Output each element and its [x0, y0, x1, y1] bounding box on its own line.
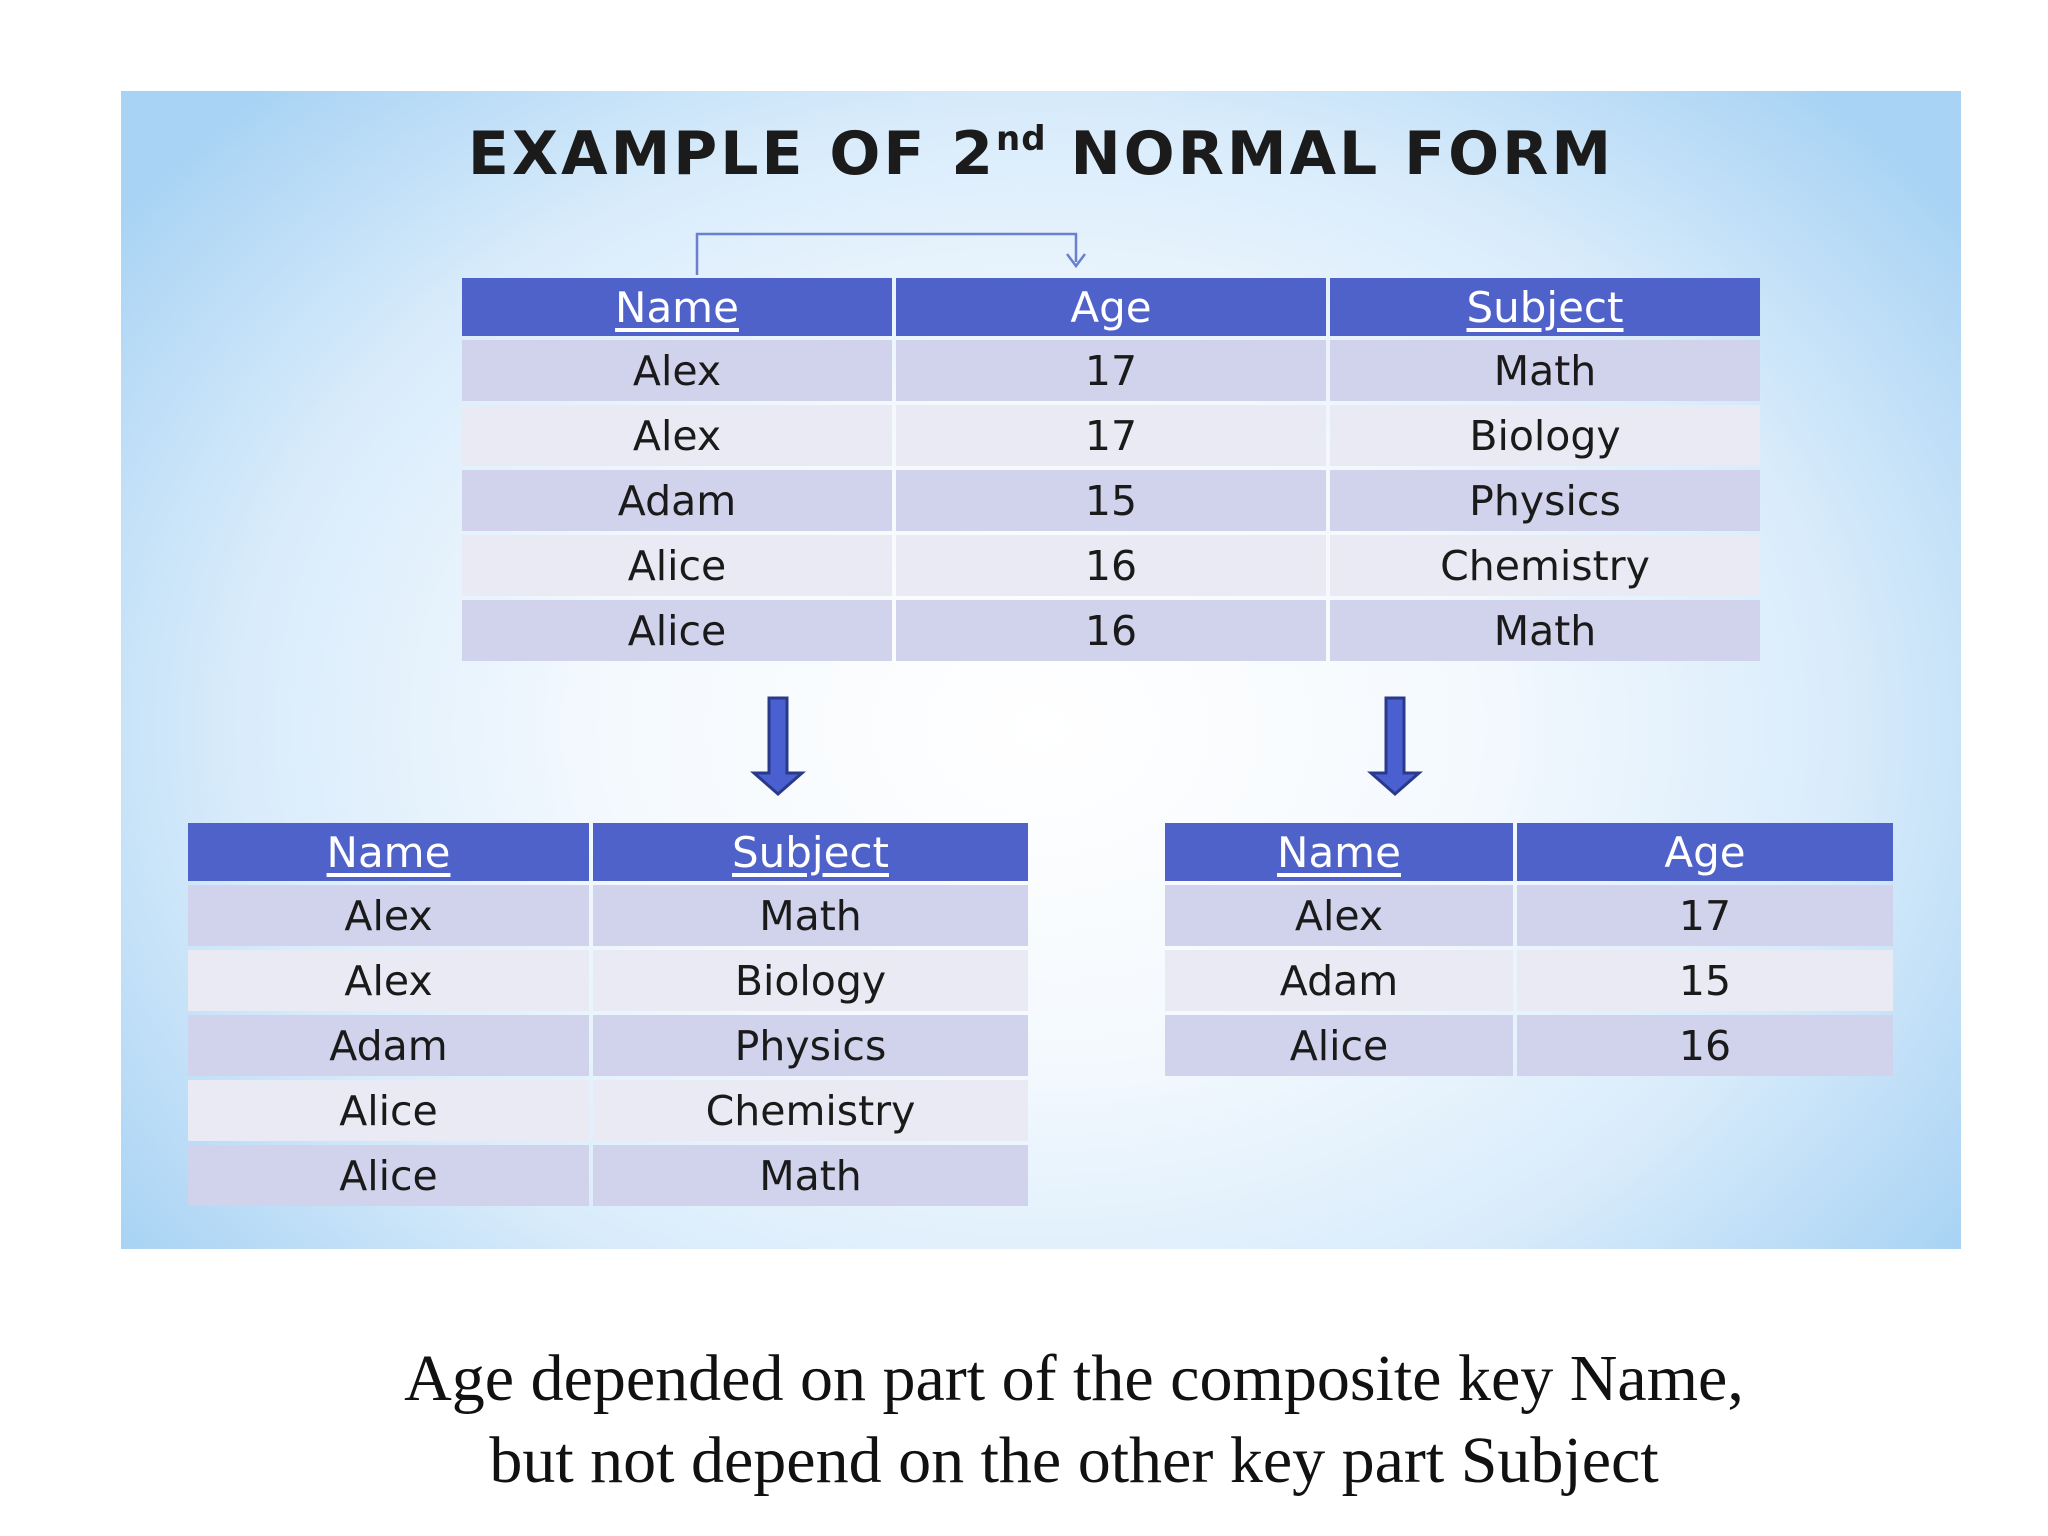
cell-name: Alice [188, 1080, 589, 1141]
cell-subject: Physics [1330, 470, 1760, 531]
cell-age: 15 [896, 470, 1326, 531]
caption-line-2: but not depend on the other key part Subject [489, 1424, 1659, 1497]
cell-name: Alice [462, 535, 892, 596]
cell-name: Alex [188, 950, 589, 1011]
cell-name: Alice [188, 1145, 589, 1206]
cell-age: 17 [896, 405, 1326, 466]
table-row [1165, 950, 1893, 1011]
original-table [458, 274, 1764, 665]
cell-subject: Math [1330, 340, 1760, 401]
table-row [1165, 1015, 1893, 1076]
caption [0, 1338, 2048, 1502]
table-row [188, 1015, 1028, 1076]
down-arrow-left-icon [754, 698, 802, 794]
table-row [462, 405, 1760, 466]
table-row [188, 950, 1028, 1011]
name-age-table [1161, 819, 1897, 1080]
cell-subject: Math [593, 885, 1028, 946]
dependency-bracket-icon [697, 234, 1085, 275]
table-row [462, 535, 1760, 596]
cell-name: Alex [188, 885, 589, 946]
cell-subject: Math [1330, 600, 1760, 661]
cell-age: 16 [1517, 1015, 1893, 1076]
header-name-key: Name [188, 823, 589, 881]
table-row [1165, 885, 1893, 946]
table-row [462, 600, 1760, 661]
cell-name: Adam [188, 1015, 589, 1076]
cell-name: Alice [462, 600, 892, 661]
cell-age: 16 [896, 535, 1326, 596]
cell-name: Adam [1165, 950, 1513, 1011]
table-row [462, 340, 1760, 401]
table-header-row [188, 823, 1028, 881]
header-name-key: Name [1165, 823, 1513, 881]
cell-age: 17 [1517, 885, 1893, 946]
header-subject-key: Subject [593, 823, 1028, 881]
table-row [462, 470, 1760, 531]
caption-line-1: Age depended on part of the composite key Name, [404, 1342, 1744, 1415]
table-row [188, 1080, 1028, 1141]
slide [121, 91, 1961, 1249]
cell-subject: Chemistry [593, 1080, 1028, 1141]
cell-name: Alex [1165, 885, 1513, 946]
down-arrow-right-icon [1371, 698, 1419, 794]
title-text: EXAMPLE OF 2 [467, 119, 997, 189]
cell-age: 15 [1517, 950, 1893, 1011]
table-header-row [462, 278, 1760, 336]
cell-subject: Biology [593, 950, 1028, 1011]
table-header-row [1165, 823, 1893, 881]
table-row [188, 1145, 1028, 1206]
header-age: Age [1517, 823, 1893, 881]
title-superscript: nd [996, 119, 1047, 159]
cell-name: Adam [462, 470, 892, 531]
header-name-key: Name [462, 278, 892, 336]
header-subject-key: Subject [1330, 278, 1760, 336]
header-age: Age [896, 278, 1326, 336]
cell-age: 16 [896, 600, 1326, 661]
cell-subject: Physics [593, 1015, 1028, 1076]
table-row [188, 885, 1028, 946]
name-subject-table [184, 819, 1032, 1210]
cell-name: Alex [462, 405, 892, 466]
cell-name: Alice [1165, 1015, 1513, 1076]
cell-subject: Biology [1330, 405, 1760, 466]
cell-subject: Chemistry [1330, 535, 1760, 596]
cell-subject: Math [593, 1145, 1028, 1206]
title-text-end: NORMAL FORM [1046, 119, 1615, 189]
cell-name: Alex [462, 340, 892, 401]
cell-age: 17 [896, 340, 1326, 401]
